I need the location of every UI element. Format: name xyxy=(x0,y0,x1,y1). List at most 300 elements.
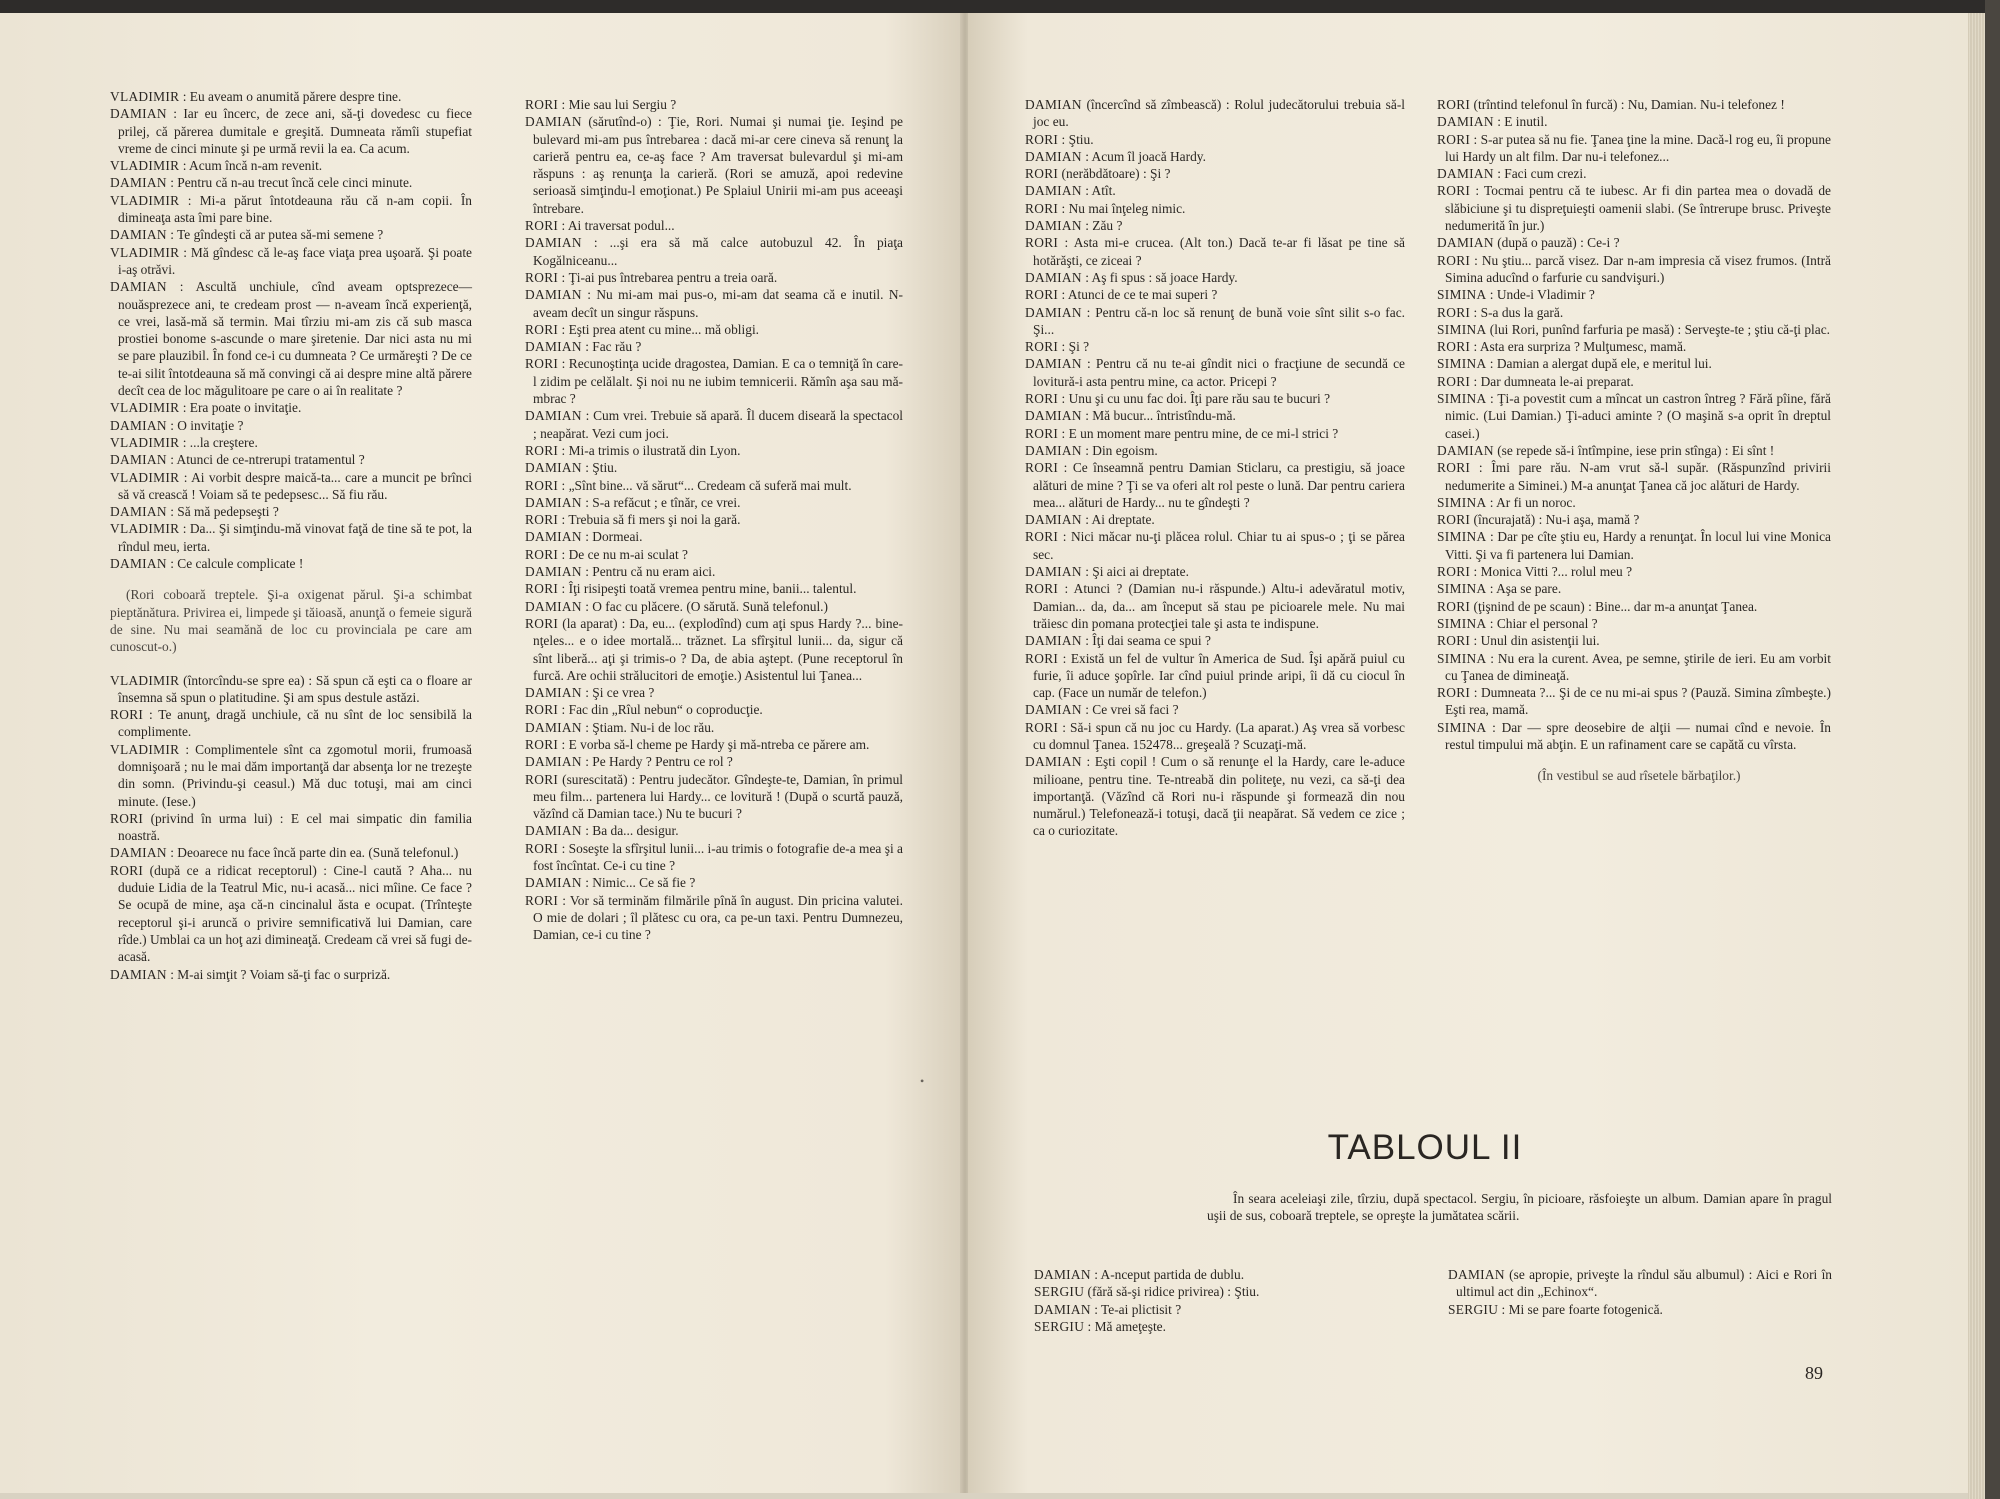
line-text: : Atît. xyxy=(1081,183,1116,199)
dialogue-line xyxy=(1437,286,1831,303)
speaker-name: RORI xyxy=(525,771,559,787)
line-text: : Să-i spun că nu joc cu Hardy. (La aparat.) Aş vrea să vorbesc cu domnul Ţanea. 152478... greşeală ? Scuzaţi-mă. xyxy=(1033,719,1405,752)
line-text: : Chiar el personal ? xyxy=(1486,615,1598,631)
text-column-4 xyxy=(1437,96,1831,801)
speaker-name: SIMINA xyxy=(1437,650,1487,666)
dialogue-line xyxy=(1437,304,1831,321)
line-text: : Dar — spre deosebire de alţii — numai cînd e nevoie. În restul timpului mă abţin. E un rafinament care se capătă cu vîrsta. xyxy=(1445,719,1831,752)
dialogue-line xyxy=(110,672,472,707)
dialogue-line xyxy=(1034,1318,1404,1335)
speaker-name: RORI xyxy=(525,356,559,372)
line-text: : Eşti copil ! Cum o să renunţe el la Hardy, care le-aduce milioane, pentru tine. Te-ntreabă din politeţe, nu vezi, ca să-ţi dea importanţă. (Văzînd că Rori nu-i răspunde şi formează din nou numărul.) Telefonează-i totuşi, dacă ţii neapărat. Să vedem ce zice ; ca o curiozitate. xyxy=(1033,754,1405,839)
speaker-name: RORI xyxy=(525,97,559,112)
text-column-3 xyxy=(1025,96,1405,840)
dialogue-line xyxy=(110,966,472,983)
speaker-name: DAMIAN xyxy=(525,875,582,891)
dialogue-line xyxy=(110,810,472,845)
line-text: : Te anunţ, dragă unchiule, că nu sînt de loc sensibilă la complimente. xyxy=(118,707,472,740)
dialogue-line xyxy=(110,451,472,468)
line-text: : S-a dus la gară. xyxy=(1470,304,1564,320)
speaker-name: DAMIAN xyxy=(110,227,167,243)
dialogue-line xyxy=(1437,442,1831,459)
speaker-name: DAMIAN xyxy=(110,417,167,433)
dialogue-line xyxy=(1025,131,1405,148)
speaker-name: RORI xyxy=(1437,131,1471,147)
dialogue-line xyxy=(1437,615,1831,632)
speaker-name: DAMIAN xyxy=(1025,269,1082,285)
dialogue-line xyxy=(1025,217,1405,234)
line-text: (după o pauză) : Ce-i ? xyxy=(1493,235,1620,251)
speaker-name: DAMIAN xyxy=(110,966,167,982)
line-text: (lui Rori, punînd farfuria pe masă) : Serveşte-te ; ştiu că-ţi plac. xyxy=(1486,321,1831,337)
dialogue-line xyxy=(525,338,903,355)
margin-mark: • xyxy=(920,1074,925,1088)
speaker-name: DAMIAN xyxy=(525,823,582,839)
dialogue-line xyxy=(525,407,903,442)
dialogue-line xyxy=(525,822,903,839)
dialogue-line xyxy=(525,753,903,770)
dialogue-line xyxy=(110,278,472,399)
line-text: (nerăbdătoare) : Şi ? xyxy=(1058,166,1171,182)
dialogue-line xyxy=(1025,442,1405,459)
dialogue-line xyxy=(1437,355,1831,372)
speaker-name: RORI xyxy=(525,218,559,234)
dialogue-line xyxy=(525,546,903,563)
speaker-name: RORI xyxy=(525,321,559,337)
line-text: : Mă bucur... întristîndu-mă. xyxy=(1081,408,1236,424)
dialogue-line xyxy=(525,528,903,545)
line-text: : Atunci ? (Damian nu-i răspunde.) Altu-i adevăratul motiv, Damian... da, da... am început să stau pe picioarele mele. Nu mai trăiesc din pomana protecţiei tale şi asta te indispune. xyxy=(1033,581,1405,631)
dialogue-line xyxy=(110,555,472,572)
speaker-name: DAMIAN xyxy=(1025,512,1082,528)
dialogue-line xyxy=(1025,234,1405,269)
speaker-name: VLADIMIR xyxy=(110,521,180,537)
speaker-name: DAMIAN xyxy=(1034,1267,1091,1282)
dialogue-line xyxy=(1448,1301,1832,1318)
speaker-name: RORI xyxy=(1437,633,1471,649)
dialogue-line xyxy=(525,355,903,407)
speaker-name: RORI xyxy=(525,702,559,718)
line-text: : „Sînt bine... vă sărut“... Credeam că suferă mai mult. xyxy=(558,477,852,493)
dialogue-line xyxy=(1437,96,1831,113)
dialogue-line xyxy=(1025,701,1405,718)
dialogue-line xyxy=(1437,252,1831,287)
speaker-name: SIMINA xyxy=(1437,391,1487,407)
speaker-name: DAMIAN xyxy=(525,685,582,701)
line-text: : Ţi-ai pus întrebarea pentru a treia oară. xyxy=(558,269,778,285)
speaker-name: RORI xyxy=(1437,685,1471,701)
line-text: : Îţi dai seama ce spui ? xyxy=(1081,633,1211,649)
speaker-name: RORI xyxy=(110,810,144,826)
dialogue-line xyxy=(1437,580,1831,597)
dialogue-line xyxy=(1025,650,1405,702)
dialogue-line xyxy=(1025,355,1405,390)
speaker-name: RORI xyxy=(525,892,559,908)
line-text: (încercînd să zîmbească) : Rolul judecătorului trebuia să-l joc eu. xyxy=(1033,97,1405,130)
dialogue-line xyxy=(110,844,472,861)
speaker-name: DAMIAN xyxy=(110,504,167,520)
speaker-name: RORI xyxy=(1437,97,1471,112)
dialogue-line xyxy=(1025,182,1405,199)
line-text: : Dormeai. xyxy=(581,529,643,545)
speaker-name: DAMIAN xyxy=(1025,633,1082,649)
line-text: : Şi aici ai dreptate. xyxy=(1081,564,1189,580)
dialogue-bottom-left xyxy=(1034,1266,1404,1335)
line-text: : Ştiu. xyxy=(1058,131,1094,147)
speaker-name: DAMIAN xyxy=(1025,148,1082,164)
dialogue-line xyxy=(525,684,903,701)
dialogue-line xyxy=(525,217,903,234)
line-text: : Era poate o invitaţie. xyxy=(179,400,302,416)
line-text: : Mă ameţeşte. xyxy=(1084,1318,1166,1334)
dialogue-line xyxy=(525,580,903,597)
dialogue-line xyxy=(110,105,472,157)
dialogue-line xyxy=(525,234,903,269)
speaker-name: RORI xyxy=(525,442,559,458)
speaker-name: RORI xyxy=(1437,460,1471,476)
speaker-name: RORI xyxy=(525,269,559,285)
speaker-name: DAMIAN xyxy=(1437,442,1494,458)
line-text: : Pentru că n-au trecut încă cele cinci minute. xyxy=(166,175,413,191)
speaker-name: DAMIAN xyxy=(1025,564,1082,580)
dialogue-line xyxy=(1437,632,1831,649)
speaker-name: RORI xyxy=(525,736,559,752)
line-text: : Aş fi spus : să joace Hardy. xyxy=(1081,269,1238,285)
dialogue-line xyxy=(110,244,472,279)
speaker-name: RORI xyxy=(525,546,559,562)
dialogue-line xyxy=(110,226,472,243)
speaker-name: DAMIAN xyxy=(1025,304,1082,320)
speaker-name: SIMINA xyxy=(1437,356,1487,372)
speaker-name: DAMIAN xyxy=(1025,356,1082,372)
line-text: : Acum încă n-am revenit. xyxy=(179,158,323,174)
line-text: (fără să-şi ridice privirea) : Ştiu. xyxy=(1084,1284,1260,1300)
speaker-name: DAMIAN xyxy=(110,175,167,191)
dialogue-line xyxy=(110,417,472,434)
line-text: : Mă gîndesc că le-aş face viaţa prea uşoară. Şi poate i-aş otrăvi. xyxy=(118,244,472,277)
dialogue-line xyxy=(1025,286,1405,303)
line-text: : Atunci de ce-ntrerupi tratamentul ? xyxy=(166,452,365,468)
line-text: (întorcîndu-se spre ea) : Să spun că eşti ca o floare ar însemna să spun o platitudine. Şi am spus destule astăzi. xyxy=(118,672,472,705)
line-text: : Mi-a trimis o ilustrată din Lyon. xyxy=(558,442,741,458)
line-text: : Ai dreptate. xyxy=(1081,512,1155,528)
speaker-name: VLADIMIR xyxy=(110,741,180,757)
speaker-name: DAMIAN xyxy=(110,279,167,295)
speaker-name: RORI xyxy=(1025,131,1059,147)
line-text: (după ce a ridicat receptorul) : Cine-l caută ? Aha... nu duduie Lidia de la Teatrul Mic, nu-i acasă... nici mîine. Ce face ? Se ocupă de mine, aşa că-n cincinalul ăsta e ocupat. (Trînteşte receptorul şi-i aruncă o privire semnificativă lui Damian, care rîde.) Umblai ca un hoţ azi dimineaţă. Credeam că vrei să fugi de-acasă. xyxy=(118,862,472,965)
text-column-1 xyxy=(110,88,472,983)
speaker-name: DAMIAN xyxy=(525,754,582,770)
speaker-name: RORI xyxy=(1437,252,1471,268)
scan-top-band xyxy=(0,0,2000,13)
dialogue-line xyxy=(110,88,472,105)
line-text: : Eu aveam o anumită părere despre tine. xyxy=(179,89,402,104)
line-text: : Mi se pare foarte fotogenică. xyxy=(1498,1301,1663,1317)
dialogue-line xyxy=(1437,494,1831,511)
speaker-name: RORI xyxy=(1025,287,1059,303)
dialogue-line xyxy=(525,771,903,823)
line-text: : Ce înseamnă pentru Damian Sticlaru, ca prestigiu, să joace alături de mine ? Ţi se va oferi alt rol peste o lună. Dar pentru cariera mea... alături de Hardy... nu te gîndeşti ? xyxy=(1033,460,1405,510)
line-text: : Dar dumneata le-ai preparat. xyxy=(1470,373,1634,389)
line-text: : Dar pe cîte ştiu eu, Hardy a renunţat. În locul lui vine Monica Vitti. Şi va fi partenera lui Damian. xyxy=(1445,529,1831,562)
line-text: : Damian a alergat după ele, e meritul lui. xyxy=(1486,356,1712,372)
speaker-name: DAMIAN xyxy=(525,339,582,355)
dialogue-line xyxy=(1437,390,1831,442)
line-text: : Recunoştinţa ucide dragostea, Damian. E ca o temniţă în care-l zidim pe celălalt. Şi noi nu ne iubim temnicerii. Rămîn aşa sau mă-mbrac ? xyxy=(533,356,903,407)
dialogue-line xyxy=(1437,459,1831,494)
dialogue-line xyxy=(525,494,903,511)
speaker-name: RORI xyxy=(525,477,559,493)
dialogue-line xyxy=(525,598,903,615)
dialogue-line xyxy=(110,741,472,810)
speaker-name: DAMIAN xyxy=(1025,408,1082,424)
line-text: (trîntind telefonul în furcă) : Nu, Damian. Nu-i telefonez ! xyxy=(1470,97,1785,112)
line-text: : Complimentele sînt ca zgomotul morii, frumoasă domnişoară ; nu le mai dăm importanţă dar absenţa lor ne trezeşte din somn. (Privindu-şi ceasul.) Mă duc totuşi, mai am cinci minute. (Iese.) xyxy=(118,741,472,809)
speaker-name: RORI xyxy=(1025,200,1059,216)
line-text: : Nu mai înţeleg nimic. xyxy=(1058,200,1186,216)
line-text: : Îţi risipeşti toată vremea pentru mine, banii... talentul. xyxy=(558,581,857,597)
speaker-name: RORI xyxy=(1025,719,1059,735)
dialogue-line xyxy=(1025,165,1405,182)
speaker-name: DAMIAN xyxy=(1025,97,1082,112)
dialogue-line xyxy=(1025,200,1405,217)
line-text: : Din egoism. xyxy=(1081,442,1158,458)
dialogue-line xyxy=(1437,684,1831,719)
line-text: : Aşa se pare. xyxy=(1486,581,1562,597)
scene-direction: În seara aceleiaşi zile, tîrziu, după spectacol. Sergiu, în picioare, răsfoieşte un album. Damian apare în pragul uşii de sus, coboară treptele, se opreşte la jumătatea scării. xyxy=(1207,1191,1832,1224)
speaker-name: DAMIAN xyxy=(1448,1267,1505,1282)
dialogue-line xyxy=(1025,511,1405,528)
line-text: : Te-ai plictisit ? xyxy=(1090,1301,1182,1317)
line-text: : Da... Şi simţindu-mă vinovat faţă de tine să te pot, la rîndul meu, ierta. xyxy=(118,521,472,554)
dialogue-line xyxy=(525,615,903,684)
dialogue-line xyxy=(1025,269,1405,286)
line-text: (la aparat) : Da, eu... (explodînd) cum aţi spus Hardy ?... bine-nţeles... e o idee mortală... trăznet. La sfîrşitul lunii... da, sigur că sînt liberă... aţi şi trimis-o ? Da, de abia aştept. (Pune receptorul în furcă. Are ochii strălucitori de emoţie.) Asistentul lui Ţanea... xyxy=(533,615,903,683)
line-text: (sărutînd-o) : Ţie, Rori. Numai şi numai ţie. Ieşind pe bulevard mi-am pus întrebarea : dacă mi-ar cere cineva să renunţ la carieră pentru ea, ce-aş face ? Am traversat bulevardul şi mi-am răspuns : aş renunţa la carieră. (Rori se amuză, apoi redevine serioasă simţindu-l emoţionat.) Pe Splaiul Unirii mi-am pus aceeaşi întrebare. xyxy=(533,114,903,216)
line-text: : Ba da... desigur. xyxy=(581,823,679,839)
speaker-name: RORI xyxy=(1025,235,1059,251)
dialogue-line xyxy=(1025,753,1405,839)
dialogue-line xyxy=(1437,182,1831,234)
speaker-name: RORI xyxy=(1025,650,1059,666)
dialogue-line xyxy=(1437,563,1831,580)
speaker-name: RORI xyxy=(1437,512,1471,528)
dialogue-line xyxy=(1025,719,1405,754)
dialogue-line xyxy=(525,719,903,736)
line-text: : Tocmai pentru că te iubesc. Ar fi din partea mea o dovadă de slăbiciune şi tu dispreţuieşti oamenii slabi. (Se întrerupe brusc. Priveşte nedumerită în jur.) xyxy=(1445,183,1831,234)
line-text: : Există un fel de vultur în America de Sud. Îşi apără puiul cu furie, îi aduce şopîrle. Iar cînd puiul prinde aripi, îi dă cu ciocul în cap. (Face un număr de telefon.) xyxy=(1033,650,1405,701)
speaker-name: SIMINA xyxy=(1437,494,1487,510)
dialogue-line xyxy=(110,399,472,416)
speaker-name: SERGIU xyxy=(1034,1284,1085,1300)
dialogue-line xyxy=(1025,632,1405,649)
line-text: : Ar fi un noroc. xyxy=(1486,494,1576,510)
speaker-name: RORI xyxy=(1025,460,1059,476)
line-text: : A-nceput partida de dublu. xyxy=(1090,1267,1245,1282)
line-text: : Nu mi-am mai pus-o, mi-am dat seama că e inutil. N-aveam decît un singur răspuns. xyxy=(533,287,903,320)
dialogue-line xyxy=(1437,165,1831,182)
speaker-name: SIMINA xyxy=(1437,719,1487,735)
speaker-name: VLADIMIR xyxy=(110,434,180,450)
dialogue-bottom-right xyxy=(1448,1266,1832,1318)
dialogue-line xyxy=(1437,528,1831,563)
dialogue-line xyxy=(525,892,903,944)
dialogue-line xyxy=(110,862,472,966)
line-text: : Pentru că-n loc să renunţ de bună voie sînt silit s-o fac. Şi... xyxy=(1033,304,1405,337)
stage-direction: (Rori coboară treptele. Şi-a oxigenat părul. Şi-a schimbat pieptănătura. Privirea ei, limpede şi tăioasă, anunţă o femeie sigură de sine. Nu mai seamănă de loc cu provinciala pe care am cunoscut-o.) xyxy=(110,587,472,655)
speaker-name: DAMIAN xyxy=(525,235,582,251)
dialogue-line xyxy=(1437,113,1831,130)
dialogue-line xyxy=(525,286,903,321)
speaker-name: DAMIAN xyxy=(525,564,582,580)
speaker-name: VLADIMIR xyxy=(110,672,180,688)
line-text: : Unde-i Vladimir ? xyxy=(1486,287,1595,303)
line-text: (surescitată) : Pentru judecător. Gîndeşte-te, Damian, în primul meu film... partenera lui Hardy... ce lovitură ! (După o scurtă pauză, văzînd că Damian tace.) Nu te bucuri ? xyxy=(533,771,903,822)
speaker-name: SERGIU xyxy=(1448,1301,1499,1317)
speaker-name: DAMIAN xyxy=(1437,114,1494,130)
dialogue-line xyxy=(1437,234,1831,251)
line-text: : Asta mi-e crucea. (Alt ton.) Dacă te-ar fi lăsat pe tine să hotărăşti, ce ziceai ? xyxy=(1033,235,1405,268)
line-text: : Zău ? xyxy=(1081,218,1123,234)
dialogue-line xyxy=(525,563,903,580)
line-text: : Deoarece nu face încă parte din ea. (Sună telefonul.) xyxy=(166,845,459,861)
speaker-name: DAMIAN xyxy=(1025,218,1082,234)
line-text: : Iar eu încerc, de zece ani, să-ţi dovedesc cu fiece prilej, că părerea dumitale e greşită. Dumneata rămîi stupefiat vreme de cinci minute şi pe urmă revii la ea. Ca acum. xyxy=(118,106,472,156)
speaker-name: DAMIAN xyxy=(525,529,582,545)
speaker-name: VLADIMIR xyxy=(110,244,180,260)
speaker-name: DAMIAN xyxy=(1025,702,1082,718)
dialogue-line xyxy=(1437,321,1831,338)
line-text: (se apropie, priveşte la rîndul său albumul) : Aici e Rori în ultimul act din „Echinox“. xyxy=(1456,1267,1832,1300)
speaker-name: DAMIAN xyxy=(110,556,167,572)
line-text: : O fac cu plăcere. (O sărută. Sună telefonul.) xyxy=(581,598,828,614)
tableau-heading: TABLOUL II xyxy=(1327,1128,1523,1167)
line-text: : De ce nu m-ai sculat ? xyxy=(558,546,688,562)
page-number: 89 xyxy=(1805,1363,1823,1383)
speaker-name: RORI xyxy=(525,512,559,528)
line-text: : Ce calcule complicate ! xyxy=(166,556,304,572)
line-text: : Pentru că nu eram aici. xyxy=(581,564,716,580)
line-text: : Asta era surpriza ? Mulţumesc, mamă. xyxy=(1470,339,1687,355)
speaker-name: RORI xyxy=(1437,564,1471,580)
line-text: : Ce vrei să faci ? xyxy=(1081,702,1179,718)
speaker-name: DAMIAN xyxy=(1034,1301,1091,1317)
speaker-name: DAMIAN xyxy=(1437,235,1494,251)
speaker-name: RORI xyxy=(1025,529,1059,545)
line-text: : Nici măcar nu-ţi plăcea rolul. Chiar tu ai spus-o ; ţi se părea sec. xyxy=(1033,529,1405,562)
dialogue-line xyxy=(525,269,903,286)
line-text: : Vor să terminăm filmările pînă în august. Din pricina valutei. O mie de dolari ; îl plătesc cu ora, ca pe-un taxi. Pentru Dumnezeu, Damian, ce-i cu tine ? xyxy=(533,892,903,943)
speaker-name: DAMIAN xyxy=(525,598,582,614)
line-text: : Mie sau lui Sergiu ? xyxy=(558,97,677,112)
line-text: : Fac din „Rîul nebun“ o coproducţie. xyxy=(558,702,763,718)
speaker-name: DAMIAN xyxy=(525,114,582,130)
dialogue-line xyxy=(525,874,903,891)
speaker-name: RORI xyxy=(525,840,559,856)
speaker-name: DAMIAN xyxy=(525,287,582,303)
speaker-name: VLADIMIR xyxy=(110,89,180,104)
dialogue-line xyxy=(110,434,472,451)
line-text: : Ai vorbit despre maică-ta... care a muncit pe brînci să vă crească ! Voiam să te pedepsesc... Să fiu rău. xyxy=(118,469,472,502)
dialogue-line xyxy=(110,520,472,555)
speaker-name: RORI xyxy=(1025,425,1059,441)
dialogue-line xyxy=(110,706,472,741)
dialogue-line xyxy=(1025,407,1405,424)
line-text: : E vorba să-l cheme pe Hardy şi mă-ntreba ce părere am. xyxy=(558,736,870,752)
speaker-name: DAMIAN xyxy=(1025,754,1082,770)
speaker-name: DAMIAN xyxy=(525,494,582,510)
line-text: : Să mă pedepseşti ? xyxy=(166,504,279,520)
line-text: : E inutil. xyxy=(1493,114,1548,130)
dialogue-line xyxy=(525,511,903,528)
line-text: : Trebuia să fi mers şi noi la gară. xyxy=(558,512,741,528)
dialogue-line xyxy=(525,113,903,217)
dialogue-line xyxy=(525,96,903,113)
dialogue-line xyxy=(525,321,903,338)
dialogue-line xyxy=(1025,563,1405,580)
speaker-name: DAMIAN xyxy=(110,452,167,468)
dialogue-line xyxy=(1025,580,1405,632)
line-text: : Mi-a părut întotdeauna rău că n-am copii. În dimineaţa asta îmi pare bine. xyxy=(118,192,472,226)
dialogue-line xyxy=(110,192,472,227)
line-text: : Pentru că nu te-ai gîndit nici o fracţiune de secundă ce lovitură-i asta pentru mine, ca actor. Pricepi ? xyxy=(1033,356,1405,389)
line-text: : E un moment mare pentru mine, de ce mi-l strici ? xyxy=(1058,425,1339,441)
dialogue-line xyxy=(525,736,903,753)
line-text: : S-ar putea să nu fie. Ţanea ţine la mine. Dacă-l rog eu, îi propune lui Hardy un alt film. Dar nu-i telefonez... xyxy=(1445,131,1831,164)
speaker-name: DAMIAN xyxy=(525,408,582,424)
speaker-name: RORI xyxy=(110,707,144,723)
speaker-name: DAMIAN xyxy=(110,106,167,122)
dialogue-line xyxy=(1034,1283,1404,1300)
dialogue-line xyxy=(1437,511,1831,528)
line-text: (încurajată) : Nu-i aşa, mamă ? xyxy=(1470,512,1640,528)
dialogue-line xyxy=(110,469,472,504)
line-text: : Nimic... Ce să fie ? xyxy=(581,875,696,891)
line-text: : Monica Vitti ?... rolul meu ? xyxy=(1470,564,1633,580)
speaker-name: VLADIMIR xyxy=(110,400,180,416)
speaker-name: RORI xyxy=(525,615,559,631)
dialogue-line xyxy=(1034,1266,1404,1283)
speaker-name: RORI xyxy=(1437,598,1471,614)
line-text: : Acum îl joacă Hardy. xyxy=(1081,148,1206,164)
speaker-name: VLADIMIR xyxy=(110,469,180,485)
dialogue-line xyxy=(1025,459,1405,511)
speaker-name: DAMIAN xyxy=(110,845,167,861)
line-text: : Faci cum crezi. xyxy=(1493,166,1587,182)
line-text: : Îmi pare rău. N-am vrut să-l supăr. (Răspunzînd privirii nedumerite a Siminei.) M-a anunţat Ţanea că joc alături de Hardy. xyxy=(1445,460,1831,493)
dialogue-line xyxy=(525,477,903,494)
line-text: : S-a refăcut ; e tînăr, ce vrei. xyxy=(581,494,741,510)
dialogue-line xyxy=(1025,528,1405,563)
speaker-name: SIMINA xyxy=(1437,615,1487,631)
line-text: : ...şi era să mă calce autobuzul 42. În piaţa Kogălniceanu... xyxy=(533,235,903,268)
dialogue-line xyxy=(1437,719,1831,754)
line-text: : Ştiu. xyxy=(581,460,618,476)
speaker-name: SIMINA xyxy=(1437,529,1487,545)
line-text: : Nu ştiu... parcă visez. Dar n-am impresia că visez frumos. (Intră Simina aducînd o farfurie cu sandvişuri.) xyxy=(1445,252,1831,285)
line-text: : M-ai simţit ? Voiam să-ţi fac o surpriză. xyxy=(166,966,391,982)
line-text: (privind în urma lui) : E cel mai simpatic din familia noastră. xyxy=(118,810,472,844)
speaker-name: DAMIAN xyxy=(1437,166,1494,182)
line-text: : Şi ce vrea ? xyxy=(581,685,655,701)
line-text: (ţişnind de pe scaun) : Bine... dar m-a anunţat Ţanea. xyxy=(1470,598,1758,614)
speaker-name: SIMINA xyxy=(1437,287,1487,303)
speaker-name: DAMIAN xyxy=(1025,442,1082,458)
line-text: : Şi ? xyxy=(1058,339,1090,355)
stage-direction: (În vestibul se aud rîsetele bărbaţilor.) xyxy=(1537,768,1741,784)
line-text: : Dumneata ?... Şi de ce nu mi-ai spus ? (Pauză. Simina zîmbeşte.) Eşti rea, mamă. xyxy=(1445,685,1831,718)
dialogue-line xyxy=(1025,390,1405,407)
